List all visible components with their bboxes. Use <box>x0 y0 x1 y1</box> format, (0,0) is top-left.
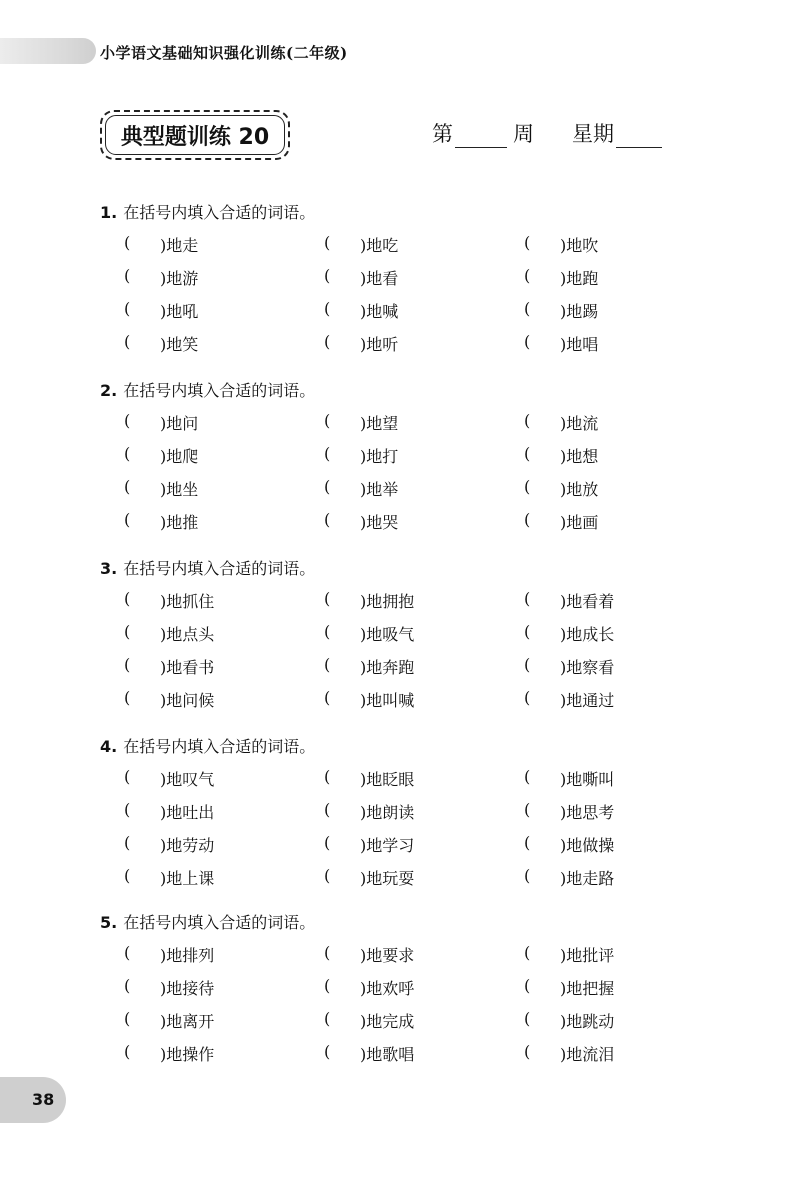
item-word: )地操作 <box>160 1045 215 1064</box>
fill-in-item[interactable] <box>100 976 300 999</box>
question-instruction: 在括号内填入合适的词语。 <box>123 203 316 222</box>
item-word: )地察看 <box>560 658 615 677</box>
fill-in-item[interactable] <box>500 800 700 823</box>
fill-in-item[interactable] <box>300 411 500 434</box>
item-word: )地坐 <box>160 480 199 499</box>
item-word: )地吹 <box>560 236 599 255</box>
open-paren: ( <box>524 833 531 852</box>
item-word: )地踢 <box>560 302 599 321</box>
item-word: )地奔跑 <box>360 658 415 677</box>
open-paren: ( <box>524 266 531 285</box>
fill-in-item[interactable] <box>300 655 500 678</box>
fill-in-item[interactable] <box>300 1009 500 1032</box>
answer-row <box>100 971 700 1004</box>
item-word: )地问 <box>160 414 199 433</box>
item-word: )地朗读 <box>360 803 415 822</box>
open-paren: ( <box>324 444 331 463</box>
question-title <box>100 200 700 226</box>
item-word: )地跑 <box>560 269 599 288</box>
fill-in-item[interactable] <box>100 943 300 966</box>
fill-in-item[interactable] <box>300 866 500 889</box>
fill-in-item[interactable] <box>100 233 300 256</box>
open-paren: ( <box>324 1042 331 1061</box>
fill-in-item[interactable] <box>500 332 700 355</box>
question-section <box>100 378 700 538</box>
question-section <box>100 556 700 716</box>
answer-row <box>100 650 700 683</box>
answer-row <box>100 683 700 716</box>
item-word: )地哭 <box>360 513 399 532</box>
fill-in-item[interactable] <box>500 866 700 889</box>
open-paren: ( <box>324 332 331 351</box>
question-title <box>100 378 700 404</box>
open-paren: ( <box>124 332 131 351</box>
item-word: )地接待 <box>160 979 215 998</box>
answer-row <box>100 938 700 971</box>
item-word: )地眨眼 <box>360 770 415 789</box>
open-paren: ( <box>124 688 131 707</box>
answer-row <box>100 861 700 894</box>
open-paren: ( <box>324 866 331 885</box>
fill-in-item[interactable] <box>300 943 500 966</box>
fill-in-item[interactable] <box>500 266 700 289</box>
item-word: )地吸气 <box>360 625 415 644</box>
item-word: )地画 <box>560 513 599 532</box>
page-number: 38 <box>32 1090 55 1109</box>
fill-in-item[interactable] <box>300 299 500 322</box>
open-paren: ( <box>324 477 331 496</box>
open-paren: ( <box>524 411 531 430</box>
question-title <box>100 734 700 760</box>
item-word: )地游 <box>160 269 199 288</box>
fill-in-item[interactable] <box>500 411 700 434</box>
exercise-title: 典型题训练 20 <box>120 124 270 150</box>
item-word: )地听 <box>360 335 399 354</box>
fill-in-item[interactable] <box>100 589 300 612</box>
book-title: 小学语文基础知识强化训练(二年级) <box>100 44 348 62</box>
question-number: 1. <box>100 203 118 222</box>
item-word: )地望 <box>360 414 399 433</box>
item-word: )地跳动 <box>560 1012 615 1031</box>
open-paren: ( <box>324 411 331 430</box>
fill-in-item[interactable] <box>300 622 500 645</box>
open-paren: ( <box>524 767 531 786</box>
fill-in-item[interactable] <box>100 477 300 500</box>
question-instruction: 在括号内填入合适的词语。 <box>123 913 316 932</box>
answer-row <box>100 228 700 261</box>
open-paren: ( <box>324 622 331 641</box>
question-instruction: 在括号内填入合适的词语。 <box>123 737 316 756</box>
fill-in-item[interactable] <box>100 510 300 533</box>
item-word: )地打 <box>360 447 399 466</box>
fill-in-item[interactable] <box>100 411 300 434</box>
exercise-title-box <box>100 110 290 160</box>
fill-in-item[interactable] <box>100 1009 300 1032</box>
fill-in-item[interactable] <box>100 332 300 355</box>
open-paren: ( <box>124 589 131 608</box>
question-title <box>100 556 700 582</box>
fill-in-item[interactable] <box>500 1042 700 1065</box>
fill-in-item[interactable] <box>300 833 500 856</box>
item-word: )地上课 <box>160 869 215 888</box>
open-paren: ( <box>524 510 531 529</box>
fill-in-item[interactable] <box>500 767 700 790</box>
fill-in-item[interactable] <box>300 233 500 256</box>
fill-in-item[interactable] <box>300 332 500 355</box>
fill-in-item[interactable] <box>100 688 300 711</box>
answer-row <box>100 1037 700 1070</box>
answer-row <box>100 439 700 472</box>
header-decoration <box>0 38 96 64</box>
question-section <box>100 734 700 894</box>
open-paren: ( <box>524 655 531 674</box>
open-paren: ( <box>324 688 331 707</box>
item-word: )地推 <box>160 513 199 532</box>
fill-in-item[interactable] <box>500 655 700 678</box>
item-word: )地欢呼 <box>360 979 415 998</box>
week-label-a: 第 <box>432 122 453 146</box>
week-label-b: 周 <box>513 122 534 146</box>
item-word: )地玩耍 <box>360 869 415 888</box>
question-number: 2. <box>100 381 118 400</box>
item-word: )地流泪 <box>560 1045 615 1064</box>
question-title <box>100 910 700 936</box>
item-word: )地拥抱 <box>360 592 415 611</box>
fill-in-item[interactable] <box>500 688 700 711</box>
item-word: )地看 <box>360 269 399 288</box>
open-paren: ( <box>324 943 331 962</box>
item-word: )地看着 <box>560 592 615 611</box>
item-word: )地想 <box>560 447 599 466</box>
fill-in-item[interactable] <box>500 477 700 500</box>
open-paren: ( <box>324 800 331 819</box>
item-word: )地把握 <box>560 979 615 998</box>
item-word: )地批评 <box>560 946 615 965</box>
item-word: )地排列 <box>160 946 215 965</box>
answer-row <box>100 327 700 360</box>
open-paren: ( <box>124 622 131 641</box>
fill-in-item[interactable] <box>500 444 700 467</box>
open-paren: ( <box>524 299 531 318</box>
item-word: )地唱 <box>560 335 599 354</box>
open-paren: ( <box>324 655 331 674</box>
week-day-line <box>432 118 664 148</box>
item-word: )地完成 <box>360 1012 415 1031</box>
open-paren: ( <box>124 976 131 995</box>
open-paren: ( <box>124 477 131 496</box>
open-paren: ( <box>524 477 531 496</box>
item-word: )地放 <box>560 480 599 499</box>
item-word: )地歌唱 <box>360 1045 415 1064</box>
open-paren: ( <box>324 510 331 529</box>
open-paren: ( <box>124 833 131 852</box>
fill-in-item[interactable] <box>100 866 300 889</box>
fill-in-item[interactable] <box>100 266 300 289</box>
answer-row <box>100 617 700 650</box>
open-paren: ( <box>124 655 131 674</box>
fill-in-item[interactable] <box>300 266 500 289</box>
item-word: )地抓住 <box>160 592 215 611</box>
fill-in-item[interactable] <box>500 1009 700 1032</box>
item-word: )地问候 <box>160 691 215 710</box>
open-paren: ( <box>324 767 331 786</box>
open-paren: ( <box>124 800 131 819</box>
fill-in-item[interactable] <box>300 444 500 467</box>
open-paren: ( <box>324 589 331 608</box>
item-word: )地成长 <box>560 625 615 644</box>
item-word: )地学习 <box>360 836 415 855</box>
open-paren: ( <box>124 299 131 318</box>
fill-in-item[interactable] <box>100 800 300 823</box>
item-word: )地走 <box>160 236 199 255</box>
open-paren: ( <box>124 866 131 885</box>
open-paren: ( <box>524 688 531 707</box>
answer-row <box>100 1004 700 1037</box>
day-label: 星期 <box>572 122 614 146</box>
item-word: )地点头 <box>160 625 215 644</box>
item-word: )地离开 <box>160 1012 215 1031</box>
open-paren: ( <box>524 976 531 995</box>
open-paren: ( <box>124 767 131 786</box>
question-number: 4. <box>100 737 118 756</box>
answer-row <box>100 406 700 439</box>
item-word: )地要求 <box>360 946 415 965</box>
fill-in-item[interactable] <box>300 800 500 823</box>
fill-in-item[interactable] <box>500 233 700 256</box>
item-word: )地爬 <box>160 447 199 466</box>
open-paren: ( <box>124 444 131 463</box>
fill-in-item[interactable] <box>300 976 500 999</box>
open-paren: ( <box>324 833 331 852</box>
item-word: )地笑 <box>160 335 199 354</box>
answer-row <box>100 294 700 327</box>
fill-in-item[interactable] <box>300 688 500 711</box>
open-paren: ( <box>524 233 531 252</box>
item-word: )地举 <box>360 480 399 499</box>
answer-row <box>100 762 700 795</box>
answer-row <box>100 584 700 617</box>
open-paren: ( <box>524 622 531 641</box>
open-paren: ( <box>324 976 331 995</box>
open-paren: ( <box>124 1009 131 1028</box>
fill-in-item[interactable] <box>300 767 500 790</box>
item-word: )地喊 <box>360 302 399 321</box>
open-paren: ( <box>324 299 331 318</box>
week-blank[interactable] <box>455 126 507 148</box>
open-paren: ( <box>524 1009 531 1028</box>
item-word: )地吐出 <box>160 803 215 822</box>
open-paren: ( <box>524 800 531 819</box>
item-word: )地看书 <box>160 658 215 677</box>
item-word: )地吃 <box>360 236 399 255</box>
answer-row <box>100 261 700 294</box>
item-word: )地流 <box>560 414 599 433</box>
item-word: )地劳动 <box>160 836 215 855</box>
item-word: )地嘶叫 <box>560 770 615 789</box>
open-paren: ( <box>124 266 131 285</box>
fill-in-item[interactable] <box>500 833 700 856</box>
question-instruction: 在括号内填入合适的词语。 <box>123 559 316 578</box>
fill-in-item[interactable] <box>300 510 500 533</box>
fill-in-item[interactable] <box>100 655 300 678</box>
fill-in-item[interactable] <box>500 622 700 645</box>
fill-in-item[interactable] <box>500 299 700 322</box>
fill-in-item[interactable] <box>300 477 500 500</box>
question-instruction: 在括号内填入合适的词语。 <box>123 381 316 400</box>
open-paren: ( <box>524 943 531 962</box>
item-word: )地思考 <box>560 803 615 822</box>
fill-in-item[interactable] <box>300 1042 500 1065</box>
open-paren: ( <box>524 1042 531 1061</box>
day-blank[interactable] <box>616 126 662 148</box>
open-paren: ( <box>324 233 331 252</box>
item-word: )地叫喊 <box>360 691 415 710</box>
open-paren: ( <box>124 411 131 430</box>
item-word: )地叹气 <box>160 770 215 789</box>
question-section <box>100 910 700 1070</box>
open-paren: ( <box>524 589 531 608</box>
question-number: 3. <box>100 559 118 578</box>
open-paren: ( <box>124 510 131 529</box>
item-word: )地走路 <box>560 869 615 888</box>
fill-in-item[interactable] <box>100 622 300 645</box>
fill-in-item[interactable] <box>500 510 700 533</box>
fill-in-item[interactable] <box>300 589 500 612</box>
open-paren: ( <box>324 1009 331 1028</box>
open-paren: ( <box>524 332 531 351</box>
open-paren: ( <box>324 266 331 285</box>
open-paren: ( <box>524 866 531 885</box>
fill-in-item[interactable] <box>100 444 300 467</box>
fill-in-item[interactable] <box>100 1042 300 1065</box>
open-paren: ( <box>124 943 131 962</box>
fill-in-item[interactable] <box>100 833 300 856</box>
open-paren: ( <box>524 444 531 463</box>
answer-row <box>100 828 700 861</box>
answer-row <box>100 472 700 505</box>
fill-in-item[interactable] <box>100 299 300 322</box>
answer-row <box>100 505 700 538</box>
question-section <box>100 200 700 360</box>
item-word: )地吼 <box>160 302 199 321</box>
item-word: )地做操 <box>560 836 615 855</box>
open-paren: ( <box>124 233 131 252</box>
answer-row <box>100 795 700 828</box>
fill-in-item[interactable] <box>500 976 700 999</box>
open-paren: ( <box>124 1042 131 1061</box>
fill-in-item[interactable] <box>500 589 700 612</box>
question-number: 5. <box>100 913 118 932</box>
fill-in-item[interactable] <box>100 767 300 790</box>
fill-in-item[interactable] <box>500 943 700 966</box>
item-word: )地通过 <box>560 691 615 710</box>
